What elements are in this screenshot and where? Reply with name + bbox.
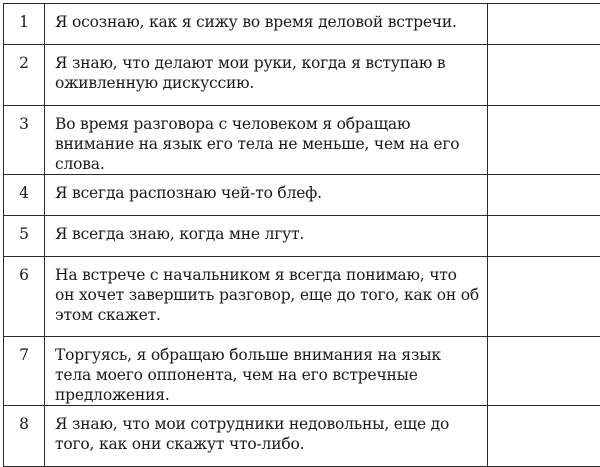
answer-cell[interactable] — [488, 175, 600, 216]
row-number: 1 — [4, 4, 45, 45]
table-row — [4, 257, 600, 337]
answer-cell[interactable] — [488, 257, 600, 337]
statement-text: Я знаю, что мои сотрудники недовольны, еще до того, как они скажут что-либо. — [45, 406, 488, 467]
questionnaire-table — [3, 3, 600, 467]
statement-text: Во время разговора с человеком я обращаю внимание на язык его тела не меньше, чем на его слова. — [45, 106, 488, 175]
statement-text: Я всегда распознаю чей-то блеф. — [45, 175, 488, 216]
table-row — [4, 216, 600, 257]
table-row — [4, 106, 600, 175]
answer-cell[interactable] — [488, 106, 600, 175]
table-row — [4, 4, 600, 45]
statement-text: Я осознаю, как я сижу во время деловой встречи. — [45, 4, 488, 45]
answer-cell[interactable] — [488, 216, 600, 257]
row-number: 3 — [4, 106, 45, 175]
statement-text: На встрече с начальником я всегда понимаю, что он хочет завершить разговор, еще до того, как он об этом скажет. — [45, 257, 488, 337]
row-number: 7 — [4, 337, 45, 406]
statement-text: Торгуясь, я обращаю больше внимания на язык тела моего оппонента, чем на его встречные предложения. — [45, 337, 488, 406]
table-row — [4, 175, 600, 216]
answer-cell[interactable] — [488, 4, 600, 45]
table-row — [4, 337, 600, 406]
statement-text: Я знаю, что делают мои руки, когда я вступаю в оживленную дискуссию. — [45, 45, 488, 106]
table-row — [4, 45, 600, 106]
answer-cell[interactable] — [488, 45, 600, 106]
row-number: 6 — [4, 257, 45, 337]
answer-cell[interactable] — [488, 337, 600, 406]
row-number: 5 — [4, 216, 45, 257]
row-number: 2 — [4, 45, 45, 106]
row-number: 8 — [4, 406, 45, 467]
statement-text: Я всегда знаю, когда мне лгут. — [45, 216, 488, 257]
row-number: 4 — [4, 175, 45, 216]
